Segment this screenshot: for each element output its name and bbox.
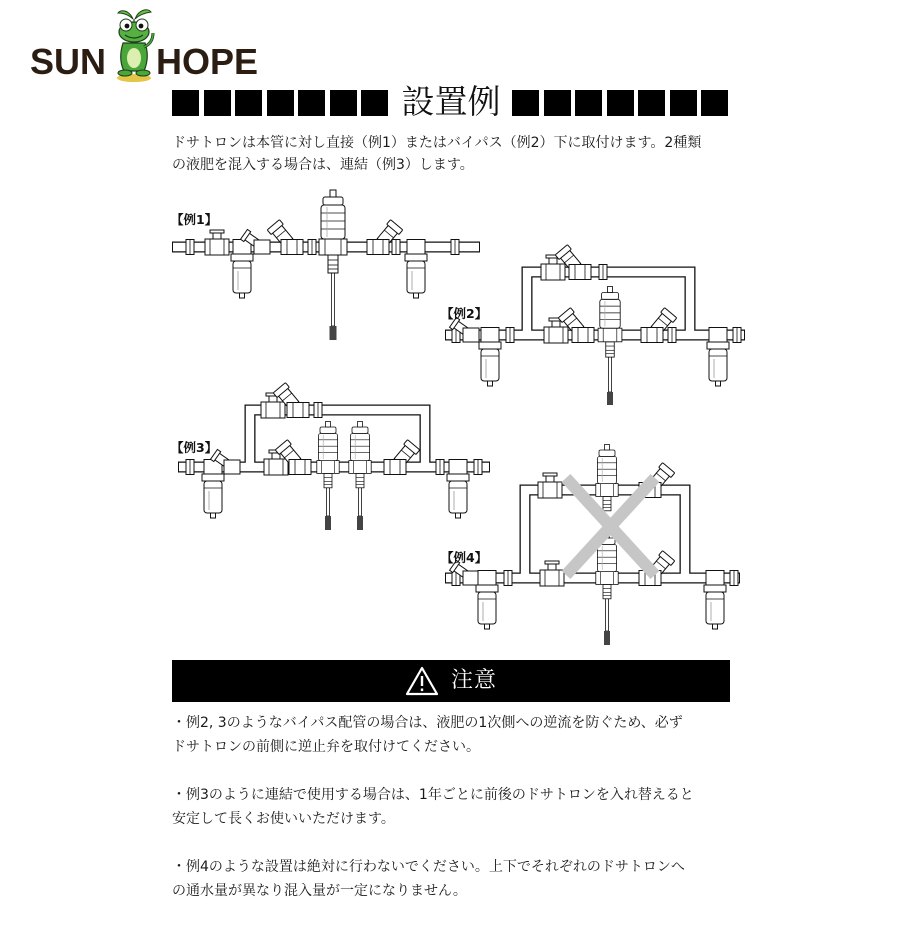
installation-diagrams bbox=[0, 185, 900, 660]
pipe-union bbox=[733, 328, 741, 343]
pipe-union bbox=[451, 240, 459, 255]
line-filter bbox=[476, 571, 498, 630]
intro-paragraph bbox=[172, 132, 701, 176]
dosatron-injector bbox=[349, 421, 371, 487]
suction-weight bbox=[604, 631, 610, 645]
example-1-diagram bbox=[172, 190, 480, 340]
pipe-union bbox=[186, 240, 194, 255]
note-line: ドサトロンの前側に逆止弁を取付けてください。 bbox=[172, 739, 480, 755]
page-title: 設置例 bbox=[401, 82, 501, 121]
example-3-diagram bbox=[178, 383, 490, 530]
pipe-union bbox=[668, 328, 676, 343]
example-2-diagram bbox=[445, 245, 745, 405]
gate-valve bbox=[205, 230, 229, 255]
gate-valve bbox=[538, 473, 562, 498]
intro-line: の液肥を混入する場合は、連結（例3）します。 bbox=[172, 157, 474, 173]
example-1-label: 【例1】 bbox=[171, 212, 218, 227]
suction-tube bbox=[327, 487, 330, 516]
pipe-union bbox=[730, 571, 738, 586]
title-square bbox=[638, 90, 665, 116]
pipe-union bbox=[314, 403, 322, 418]
caution-banner bbox=[172, 660, 730, 702]
example-2-label: 【例2】 bbox=[441, 306, 488, 321]
dosatron-injector bbox=[319, 190, 347, 273]
dosatron-injector bbox=[598, 287, 622, 358]
note-item bbox=[172, 711, 694, 759]
line-filter bbox=[202, 460, 224, 519]
line-filter bbox=[231, 240, 253, 299]
suction-weight bbox=[330, 326, 337, 340]
suction-weight bbox=[325, 516, 331, 530]
title-square bbox=[267, 90, 294, 116]
suction-tube bbox=[606, 598, 609, 631]
pipe-union bbox=[506, 328, 514, 343]
note-line: ・例3のように連結で使用する場合は、1年ごとに前後のドサトロンを入れ替えると bbox=[172, 787, 694, 803]
note-line: の通水量が異なり混入量が一定になりません。 bbox=[172, 883, 467, 899]
title-square bbox=[172, 90, 199, 116]
dosatron-injector bbox=[317, 421, 339, 487]
line-filter bbox=[707, 328, 729, 387]
title-decoration-right bbox=[512, 90, 728, 116]
suction-tube bbox=[609, 356, 612, 392]
caution-notes bbox=[172, 711, 694, 927]
title-square bbox=[204, 90, 231, 116]
note-line: 安定して長くお使いいただけます。 bbox=[172, 811, 395, 827]
pipe-union bbox=[504, 571, 512, 586]
title-square bbox=[544, 90, 571, 116]
suction-weight bbox=[607, 392, 613, 405]
pipe-union bbox=[392, 240, 400, 255]
note-item bbox=[172, 855, 694, 903]
note-line: ・例2, 3のようなバイパス配管の場合は、液肥の1次側への逆流を防ぐため、必ず bbox=[172, 715, 683, 731]
gate-valve bbox=[540, 561, 564, 586]
intro-line: ドサトロンは本管に対し直接（例1）またはバイパス（例2）下に取付けます。2種類 bbox=[172, 135, 702, 151]
pipe-union bbox=[308, 240, 316, 255]
brand-word-right: HOPE bbox=[156, 41, 259, 82]
warning-triangle-icon bbox=[405, 666, 439, 696]
title-square bbox=[575, 90, 602, 116]
suction-tube bbox=[359, 487, 362, 516]
line-filter bbox=[405, 240, 427, 299]
title-square bbox=[512, 90, 539, 116]
example-3-label: 【例3】 bbox=[171, 440, 218, 455]
title-square bbox=[235, 90, 262, 116]
title-square bbox=[298, 90, 325, 116]
dosatron-injector bbox=[596, 444, 618, 510]
line-filter bbox=[479, 328, 501, 387]
pipe-union bbox=[474, 460, 482, 475]
pipe-union bbox=[599, 265, 607, 280]
title-square bbox=[607, 90, 634, 116]
title-square bbox=[670, 90, 697, 116]
example-4-label: 【例4】 bbox=[441, 550, 488, 565]
caution-label: 注意 bbox=[450, 668, 497, 693]
brand-word-left: SUN bbox=[30, 41, 107, 82]
pipe-union bbox=[186, 460, 194, 475]
example-4-diagram bbox=[445, 444, 740, 645]
title-square bbox=[701, 90, 728, 116]
title-decoration-left bbox=[172, 90, 388, 116]
suction-weight bbox=[357, 516, 363, 530]
frog-mascot-icon bbox=[111, 7, 157, 83]
line-filter bbox=[447, 460, 469, 519]
note-item bbox=[172, 783, 694, 831]
title-square bbox=[330, 90, 357, 116]
suction-tube bbox=[332, 272, 335, 326]
line-filter bbox=[704, 571, 726, 630]
title-square bbox=[361, 90, 388, 116]
note-line: ・例4のような設置は絶対に行わないでください。上下でそれぞれのドサトロンへ bbox=[172, 859, 685, 875]
pipe-union bbox=[436, 460, 444, 475]
